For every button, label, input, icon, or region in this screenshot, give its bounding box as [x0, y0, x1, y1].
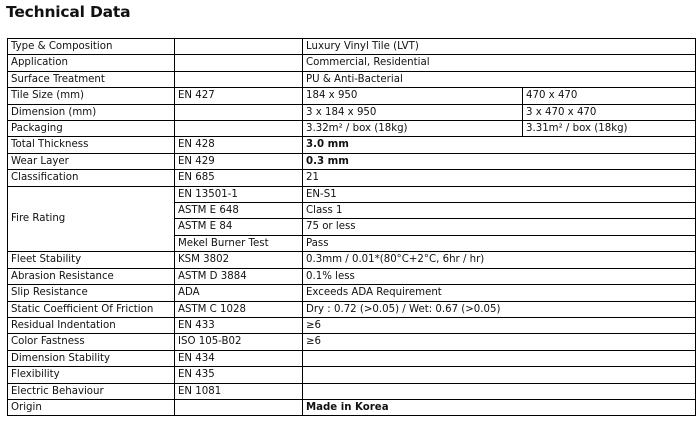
standard-cell: EN 1081: [175, 383, 303, 399]
table-row: [8, 186, 696, 202]
value-cell: Pass: [303, 235, 696, 251]
value-cell: Exceeds ADA Requirement: [303, 285, 696, 301]
value-cell: PU & Anti-Bacterial: [303, 71, 696, 87]
value-cell: Luxury Vinyl Tile (LVT): [303, 39, 696, 55]
property-cell: Total Thickness: [8, 137, 175, 153]
value-cell: 75 or less: [303, 219, 696, 235]
property-cell: Fire Rating: [8, 186, 175, 252]
value-cell: Class 1: [303, 203, 696, 219]
value-cell: 0.1% less: [303, 268, 696, 284]
table-row: [8, 317, 696, 333]
table-row: [8, 301, 696, 317]
property-cell: Tile Size (mm): [8, 88, 175, 104]
table-row: [8, 367, 696, 383]
standard-cell: [175, 399, 303, 415]
property-cell: Classification: [8, 170, 175, 186]
value-cell: ≥6: [303, 334, 696, 350]
property-cell: Flexibility: [8, 367, 175, 383]
table-row: [8, 104, 696, 120]
standard-cell: KSM 3802: [175, 252, 303, 268]
standard-cell: EN 429: [175, 153, 303, 169]
standard-cell: EN 434: [175, 350, 303, 366]
property-cell: Residual Indentation: [8, 317, 175, 333]
value-cell: 3.0 mm: [303, 137, 696, 153]
property-cell: Static Coefficient Of Friction: [8, 301, 175, 317]
table-row: [8, 252, 696, 268]
table-row: [8, 285, 696, 301]
table-row: [8, 350, 696, 366]
value-cell: Commercial, Residential: [303, 55, 696, 71]
table-row: [8, 88, 696, 104]
table-row: [8, 334, 696, 350]
table-row: [8, 121, 696, 137]
value-cell: EN-S1: [303, 186, 696, 202]
standard-cell: EN 427: [175, 88, 303, 104]
technical-data-table: [7, 38, 696, 416]
property-cell: Dimension (mm): [8, 104, 175, 120]
standard-cell: EN 685: [175, 170, 303, 186]
value-cell: 21: [303, 170, 696, 186]
standard-cell: ASTM E 648: [175, 203, 303, 219]
value-cell: ≥6: [303, 317, 696, 333]
table-row: [8, 268, 696, 284]
table-row: [8, 39, 696, 55]
value-cell: 0.3mm / 0.01*(80°C+2°C, 6hr / hr): [303, 252, 696, 268]
standard-cell: [175, 39, 303, 55]
standard-cell: [175, 104, 303, 120]
property-cell: Packaging: [8, 121, 175, 137]
value-cell: [303, 367, 696, 383]
value-cell: Made in Korea: [303, 399, 696, 415]
property-cell: Slip Resistance: [8, 285, 175, 301]
standard-cell: EN 13501-1: [175, 186, 303, 202]
standard-cell: [175, 55, 303, 71]
page-title: Technical Data: [6, 3, 131, 21]
value-cell: [303, 350, 696, 366]
standard-cell: [175, 71, 303, 87]
property-cell: Origin: [8, 399, 175, 415]
standard-cell: ASTM C 1028: [175, 301, 303, 317]
table-row: [8, 383, 696, 399]
standard-cell: [175, 121, 303, 137]
standard-cell: EN 428: [175, 137, 303, 153]
standard-cell: ISO 105-B02: [175, 334, 303, 350]
standard-cell: EN 435: [175, 367, 303, 383]
property-cell: Surface Treatment: [8, 71, 175, 87]
value-cell-secondary: 470 x 470: [523, 88, 696, 104]
table-row: [8, 170, 696, 186]
table-row: [8, 71, 696, 87]
property-cell: Type & Composition: [8, 39, 175, 55]
property-cell: Electric Behaviour: [8, 383, 175, 399]
table-row: [8, 153, 696, 169]
value-cell: 0.3 mm: [303, 153, 696, 169]
value-cell: 184 x 950: [303, 88, 523, 104]
value-cell: 3 x 184 x 950: [303, 104, 523, 120]
table-row: [8, 137, 696, 153]
value-cell: [303, 383, 696, 399]
property-cell: Application: [8, 55, 175, 71]
value-cell-secondary: 3 x 470 x 470: [523, 104, 696, 120]
standard-cell: EN 433: [175, 317, 303, 333]
table-row: [8, 399, 696, 415]
property-cell: Wear Layer: [8, 153, 175, 169]
value-cell: Dry : 0.72 (>0.05) / Wet: 0.67 (>0.05): [303, 301, 696, 317]
standard-cell: Mekel Burner Test: [175, 235, 303, 251]
property-cell: Fleet Stability: [8, 252, 175, 268]
standard-cell: ASTM D 3884: [175, 268, 303, 284]
property-cell: Dimension Stability: [8, 350, 175, 366]
standard-cell: ASTM E 84: [175, 219, 303, 235]
standard-cell: ADA: [175, 285, 303, 301]
value-cell-secondary: 3.31m² / box (18kg): [523, 121, 696, 137]
table-row: [8, 55, 696, 71]
value-cell: 3.32m² / box (18kg): [303, 121, 523, 137]
property-cell: Color Fastness: [8, 334, 175, 350]
property-cell: Abrasion Resistance: [8, 268, 175, 284]
